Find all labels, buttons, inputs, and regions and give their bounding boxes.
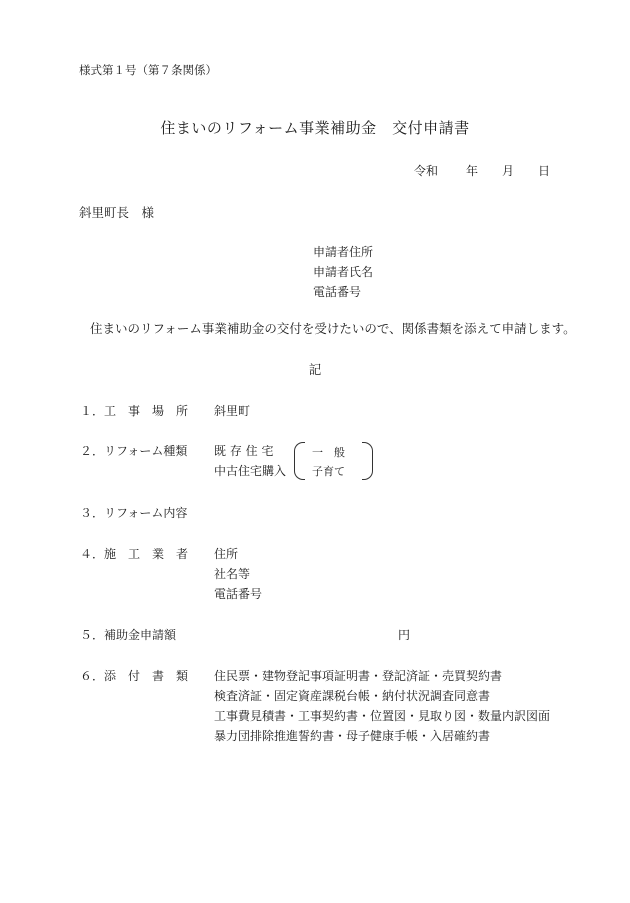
attachment-line: 工事費見積書・工事契約書・位置図・見取り図・数量内訳図面 [214,709,551,723]
right-bracket [362,442,373,480]
applicant-name-label: 申請者氏名 [313,265,374,279]
contractor-address-label: 住所 [214,547,239,561]
left-bracket [294,442,305,480]
date-day: 日 [537,164,550,178]
contractor-phone-label: 電話番号 [214,587,263,601]
addressee: 斜里町長 様 [79,205,155,220]
ki-heading: 記 [308,362,322,377]
item-reform-type-label: ２．リフォーム種類 [80,444,188,458]
reform-option-used-purchase: 中古住宅購入 [214,464,287,478]
attachment-line: 検査済証・固定資産課税台帳・納付状況調査同意書 [214,689,491,703]
item-site-label: １．工 事 場 所 [80,404,189,418]
document-title: 住まいのリフォーム事業補助金 交付申請書 [160,119,470,137]
applicant-address-label: 申請者住所 [313,245,374,259]
amount-yen-unit: 円 [398,628,411,642]
date-era: 令和 [413,164,438,178]
reform-sub-general: 一 般 [312,446,345,459]
reform-option-existing: 既 存 住 宅 [214,444,274,458]
form-number: 様式第１号（第７条関係） [79,63,217,77]
reform-sub-childcare: 子育て [312,465,345,478]
attachment-line: 住民票・建物登記事項証明書・登記済証・売買契約書 [214,669,503,683]
attachment-line: 暴力団排除推進誓約書・母子健康手帳・入居確約書 [214,729,491,743]
date-line [414,165,550,177]
applicant-phone-label: 電話番号 [313,285,362,299]
body-text: 住まいのリフォーム事業補助金の交付を受けたいので、関係書類を添えて申請します。 [90,321,576,336]
item-site-value: 斜里町 [214,404,251,418]
item-contractor-label: ４．施 工 業 者 [80,547,189,561]
date-month: 月 [501,164,514,178]
item-amount-label: ５．補助金申請額 [80,628,177,642]
item-attachments-label: ６．添 付 書 類 [80,669,189,683]
date-year: 年 [465,164,478,178]
contractor-company-label: 社名等 [214,567,251,581]
item-content-label: ３．リフォーム内容 [80,506,188,520]
